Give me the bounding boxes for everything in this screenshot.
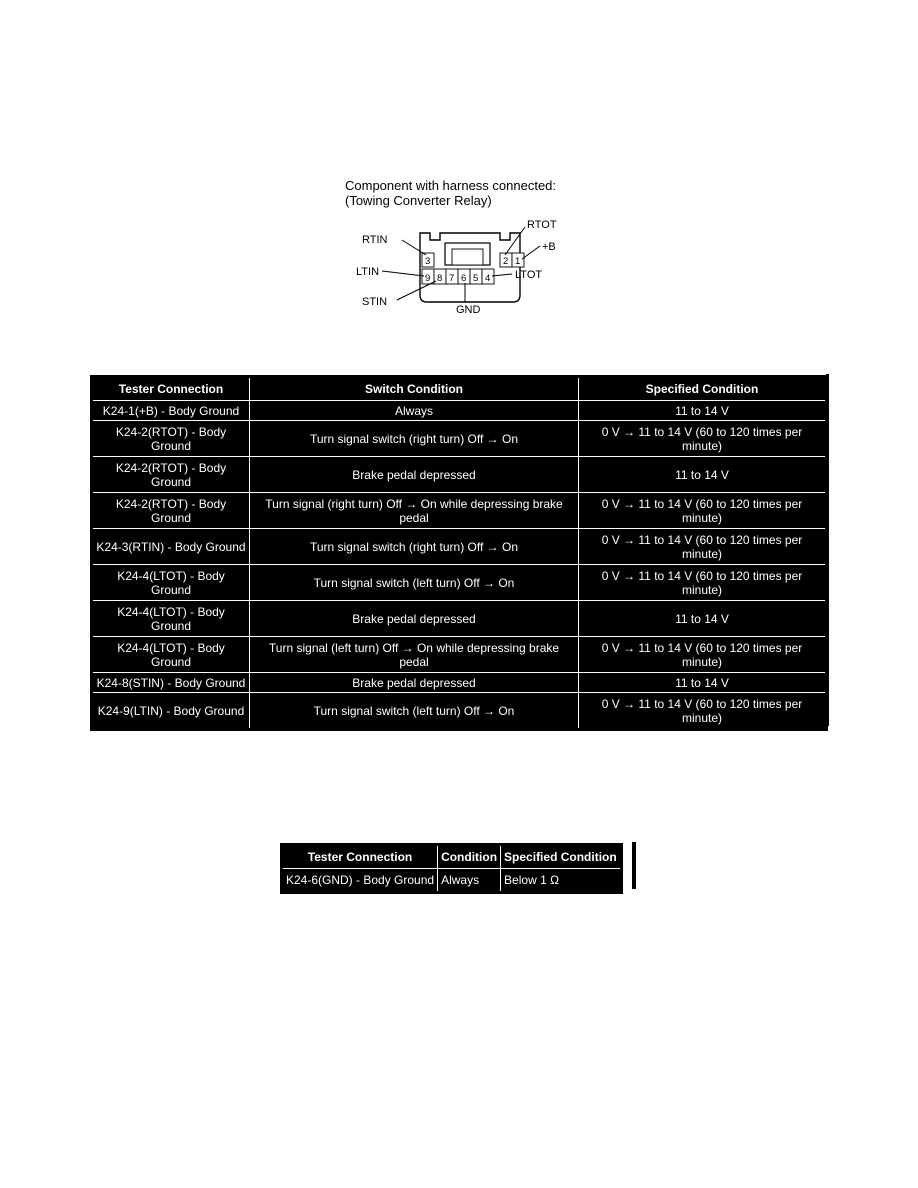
tester-connection-cell: K24-4(LTOT) - Body Ground bbox=[92, 637, 250, 673]
table-row bbox=[92, 421, 827, 457]
tester-connection-cell: K24-2(RTOT) - Body Ground bbox=[92, 421, 250, 457]
connector-latch-inner bbox=[452, 249, 483, 265]
tester-connection-cell: K24-9(LTIN) - Body Ground bbox=[92, 693, 250, 730]
table2-edge-shadow bbox=[632, 842, 636, 889]
specified-condition-cell: 0 V → 11 to 14 V (60 to 120 times per minute) bbox=[579, 421, 827, 457]
condition-cell: Always bbox=[438, 869, 501, 893]
voltage-spec-table bbox=[90, 375, 828, 731]
switch-condition-cell: Always bbox=[250, 401, 579, 421]
switch-condition-cell: Brake pedal depressed bbox=[250, 673, 579, 693]
label-plus-b: +B bbox=[542, 241, 556, 253]
label-rtin: RTIN bbox=[362, 234, 388, 246]
pin-label-3: 3 bbox=[425, 256, 431, 267]
pin-label-1: 1 bbox=[515, 256, 521, 267]
label-gnd: GND bbox=[456, 304, 481, 316]
header-specified-condition: Specified Condition bbox=[501, 845, 622, 869]
tester-connection-cell: K24-3(RTIN) - Body Ground bbox=[92, 529, 250, 565]
specified-condition-cell: 0 V → 11 to 14 V (60 to 120 times per minute) bbox=[579, 565, 827, 601]
tester-connection-cell: K24-4(LTOT) - Body Ground bbox=[92, 565, 250, 601]
table-row bbox=[92, 637, 827, 673]
table1-edge-shadow bbox=[826, 374, 829, 726]
label-stin: STIN bbox=[362, 296, 388, 308]
header-specified-condition: Specified Condition bbox=[579, 377, 827, 401]
pin-label-4: 4 bbox=[485, 273, 491, 284]
tester-connection-cell: K24-6(GND) - Body Ground bbox=[282, 869, 438, 893]
switch-condition-cell: Turn signal (right turn) Off → On while depressing brake pedal bbox=[250, 493, 579, 529]
specified-condition-cell: 0 V → 11 to 14 V (60 to 120 times per minute) bbox=[579, 693, 827, 730]
specified-condition-cell: Below 1 Ω bbox=[501, 869, 622, 893]
switch-condition-cell: Turn signal switch (left turn) Off → On bbox=[250, 565, 579, 601]
pin-label-5: 5 bbox=[473, 273, 479, 284]
switch-condition-cell: Turn signal switch (left turn) Off → On bbox=[250, 693, 579, 730]
table-row bbox=[92, 457, 827, 493]
tester-connection-cell: K24-8(STIN) - Body Ground bbox=[92, 673, 250, 693]
table-row bbox=[92, 693, 827, 730]
figure-caption-line2: (Towing Converter Relay) bbox=[345, 193, 492, 208]
tester-connection-cell: K24-2(RTOT) - Body Ground bbox=[92, 493, 250, 529]
tester-connection-cell: K24-2(RTOT) - Body Ground bbox=[92, 457, 250, 493]
specified-condition-cell: 11 to 14 V bbox=[579, 401, 827, 421]
label-rtot: RTOT bbox=[527, 219, 557, 231]
header-tester-connection: Tester Connection bbox=[282, 845, 438, 869]
specified-condition-cell: 0 V → 11 to 14 V (60 to 120 times per minute) bbox=[579, 493, 827, 529]
pin-label-8: 8 bbox=[437, 273, 443, 284]
table-row bbox=[92, 529, 827, 565]
pin-label-9: 9 bbox=[425, 273, 431, 284]
tester-connection-cell: K24-1(+B) - Body Ground bbox=[92, 401, 250, 421]
pin-label-6: 6 bbox=[461, 273, 467, 284]
connector-diagram bbox=[340, 175, 590, 325]
switch-condition-cell: Brake pedal depressed bbox=[250, 601, 579, 637]
specified-condition-cell: 0 V → 11 to 14 V (60 to 120 times per minute) bbox=[579, 529, 827, 565]
specified-condition-cell: 11 to 14 V bbox=[579, 601, 827, 637]
specified-condition-cell: 0 V → 11 to 14 V (60 to 120 times per minute) bbox=[579, 637, 827, 673]
label-ltin: LTIN bbox=[356, 266, 380, 278]
figure-caption-line1: Component with harness connected: bbox=[345, 178, 557, 193]
switch-condition-cell: Turn signal switch (right turn) Off → On bbox=[250, 529, 579, 565]
switch-condition-cell: Turn signal switch (right turn) Off → On bbox=[250, 421, 579, 457]
switch-condition-cell: Brake pedal depressed bbox=[250, 457, 579, 493]
specified-condition-cell: 11 to 14 V bbox=[579, 673, 827, 693]
label-ltot: LTOT bbox=[515, 269, 543, 281]
switch-condition-cell: Turn signal (left turn) Off → On while depressing brake pedal bbox=[250, 637, 579, 673]
pin-label-7: 7 bbox=[449, 273, 455, 284]
table-row bbox=[92, 601, 827, 637]
table-row bbox=[92, 565, 827, 601]
table-header-row bbox=[282, 845, 622, 869]
resistance-spec-table bbox=[280, 843, 623, 894]
table-row bbox=[282, 869, 622, 893]
header-condition: Condition bbox=[438, 845, 501, 869]
header-switch-condition: Switch Condition bbox=[250, 377, 579, 401]
connector-figure bbox=[340, 175, 590, 325]
pin-label-2: 2 bbox=[503, 256, 509, 267]
table-row bbox=[92, 401, 827, 421]
table-row bbox=[92, 493, 827, 529]
header-tester-connection: Tester Connection bbox=[92, 377, 250, 401]
specified-condition-cell: 11 to 14 V bbox=[579, 457, 827, 493]
tester-connection-cell: K24-4(LTOT) - Body Ground bbox=[92, 601, 250, 637]
table-row bbox=[92, 673, 827, 693]
table-header-row bbox=[92, 377, 827, 401]
